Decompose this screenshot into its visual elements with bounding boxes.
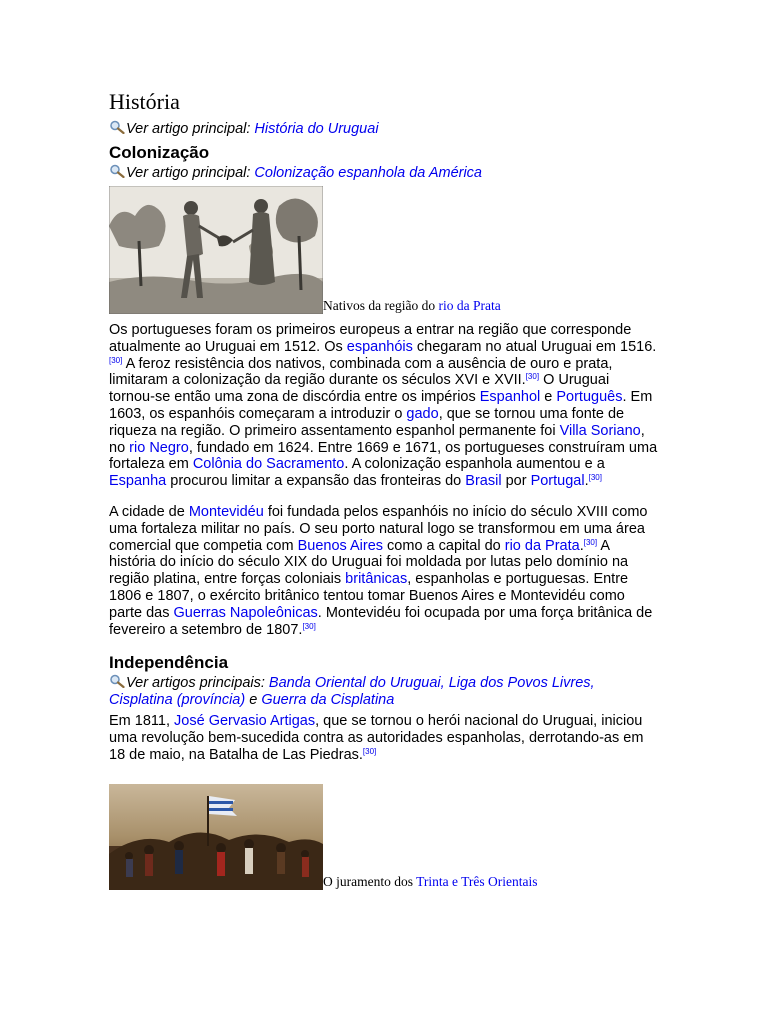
magnifier-icon [109, 164, 125, 178]
article-content [109, 88, 659, 898]
paragraph-colonizacao-2: A cidade de Montevidéu foi fundada pelos espanhóis no início do século XVIII como uma fortaleza militar no país. O seu porto natural logo se transformou em uma área comercial que competia com Buenos Aires como a capital do rio da Prata.[30] A história do início do século XIX do Uruguai foi moldada por lutas pelo domínio na região platina, entre forças coloniais britânicas, espanholas e portuguesas. Entre 1806 e 1807, o exército britânico tentou tomar Buenos Aires e Montevidéu como parte das Guerras Napoleônicas. Montevidéu foi ocupada por uma força britânica de fevereiro a setembro de 1807.[30] [109, 503, 653, 638]
see-also-independencia: Ver artigos principais: Banda Oriental do Uruguai, Liga dos Povos Livres, Cisplatina (província) e Guerra da Cisplatina [109, 675, 595, 709]
paragraph-colonizacao-1: Os portugueses foram os primeiros europeus a entrar na região que corresponde atualmente ao Uruguai em 1512. Os espanhóis chegaram no atual Uruguai em 1516.[30] A feroz resistência dos nativos, combinada com a ausência de ouro e prata, limitaram a colonização da região durante os séculos XVI e XVII.[30] O Uruguai tornou-se então uma zona de discórdia entre os impérios Espanhol e Português. Em 1603, os espanhóis começaram a introduzir o gado, que se tornou uma fonte de riqueza na região. O primeiro assentamento espanhol permanente foi Villa Soriano, no rio Negro, fundado em 1624. Entre 1669 e 1671, os portugueses construíram uma fortaleza em Colônia do Sacramento. A colonização espanhola aumentou e a Espanha procurou limitar a expansão das fronteiras do Brasil por Portugal.[30] [109, 322, 658, 490]
link-colonizacao-espanhola[interactable]: Colonização espanhola da América [254, 165, 482, 181]
figure-trinta-e-tres [109, 784, 659, 890]
link-portugal[interactable]: Portugal [530, 473, 585, 490]
link-banda-oriental[interactable]: Banda Oriental do Uruguai [268, 675, 441, 692]
link-cisplatina-provincia[interactable]: Cisplatina (província) [109, 692, 246, 709]
link-espanha[interactable]: Espanha [109, 473, 167, 490]
link-espanhois[interactable]: espanhóis [346, 338, 413, 355]
link-trinta-e-tres-orientais[interactable]: Trinta e Três Orientais [416, 873, 538, 889]
painting-juramento-image[interactable] [109, 784, 323, 890]
reference-30[interactable]: [30] [525, 372, 540, 382]
see-also-label: Ver artigo principal: [126, 165, 251, 181]
figure-natives [109, 186, 659, 314]
link-rio-da-prata[interactable]: rio da Prata [504, 537, 580, 554]
figure-caption: Nativos da região do rio da Prata [323, 298, 501, 313]
paragraph-independencia-1: Em 1811, José Gervasio Artigas, que se tornou o herói nacional do Uruguai, iniciou uma revolução bem-sucedida contra as autoridades espanholas, derrotando-as em 18 de maio, na Batalha de Las Piedras.[30] [109, 713, 644, 763]
link-montevideu[interactable]: Montevidéu [188, 503, 264, 520]
reference-30[interactable]: [30] [109, 355, 123, 365]
section-title-historia: História [109, 89, 180, 114]
see-also-label: Ver artigo principal: [126, 121, 251, 137]
link-colonia-do-sacramento[interactable]: Colônia do Sacramento [192, 456, 345, 473]
engraving-natives-image[interactable] [109, 186, 323, 314]
magnifier-icon [109, 120, 125, 134]
link-guerras-napoleonicas[interactable]: Guerras Napoleônicas [173, 604, 318, 621]
link-britanicas[interactable]: britânicas [345, 571, 408, 588]
link-espanhol[interactable]: Espanhol [479, 389, 541, 406]
link-historia-do-uruguai[interactable]: História do Uruguai [254, 121, 379, 137]
reference-30[interactable]: [30] [583, 537, 598, 547]
magnifier-icon [109, 674, 125, 688]
link-buenos-aires[interactable]: Buenos Aires [297, 537, 384, 554]
reference-30[interactable]: [30] [588, 473, 602, 483]
reference-30[interactable]: [30] [302, 621, 316, 631]
link-brasil[interactable]: Brasil [465, 473, 502, 490]
figure-caption: O juramento dos Trinta e Três Orientais [323, 873, 538, 889]
see-also-label: Ver artigos principais: [126, 675, 265, 692]
link-villa-soriano[interactable]: Villa Soriano [559, 422, 641, 439]
link-gado[interactable]: gado [406, 405, 439, 422]
link-liga-dos-povos-livres[interactable]: Liga dos Povos Livres [448, 675, 591, 692]
section-heading-colonizacao: Colonização [109, 143, 210, 162]
link-guerra-da-cisplatina[interactable]: Guerra da Cisplatina [261, 692, 395, 709]
link-rio-negro[interactable]: rio Negro [129, 439, 189, 456]
reference-30[interactable]: [30] [362, 746, 377, 756]
link-jose-gervasio-artigas[interactable]: José Gervasio Artigas [174, 713, 316, 730]
see-also-historia [109, 120, 659, 138]
link-rio-da-prata[interactable]: rio da Prata [438, 298, 501, 313]
see-also-colonizacao [109, 164, 659, 182]
section-heading-independencia: Independência [109, 653, 229, 673]
link-portugues[interactable]: Português [556, 389, 623, 406]
